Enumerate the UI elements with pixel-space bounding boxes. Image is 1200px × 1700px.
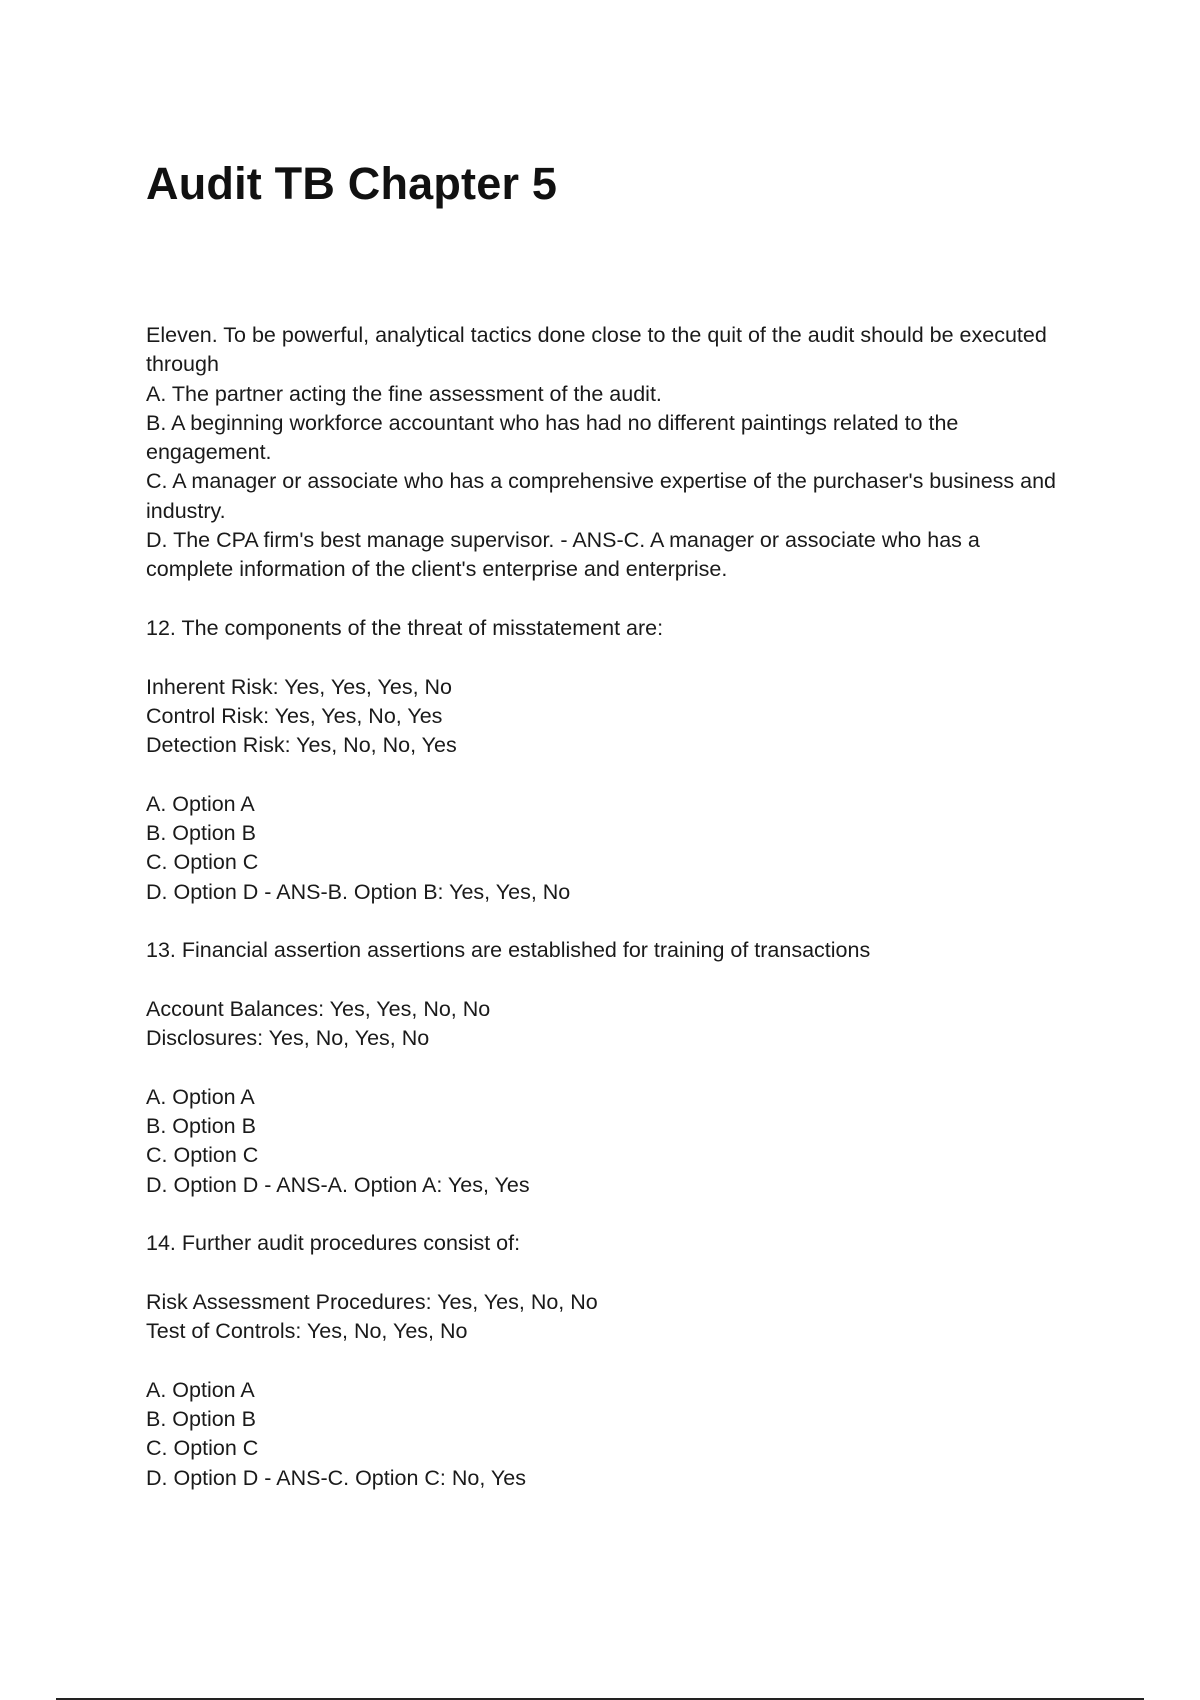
table-row: Inherent Risk: Yes, Yes, Yes, No xyxy=(146,674,452,699)
answer-option-with-key: D. Option D - ANS-C. Option C: No, Yes xyxy=(146,1465,526,1490)
spacer xyxy=(146,966,1061,995)
answer-option: B. Option B xyxy=(146,1114,256,1139)
answer-option: C. Option C xyxy=(146,1436,259,1461)
spacer xyxy=(146,585,1061,614)
question-11 xyxy=(146,321,1061,585)
answer-option: C. Option C xyxy=(146,850,259,875)
table-row: Risk Assessment Procedures: Yes, Yes, No, No xyxy=(146,1289,598,1314)
answer-option: A. Option A xyxy=(146,1084,255,1109)
question-13 xyxy=(146,936,1061,1200)
question-12 xyxy=(146,614,1061,907)
question-stem: Eleven. To be powerful, analytical tactics done close to the quit of the audit should be executed through xyxy=(146,323,1047,377)
document-body xyxy=(146,321,1061,1493)
question-stem: 13. Financial assertion assertions are established for training of transactions xyxy=(146,938,871,963)
question-14 xyxy=(146,1229,1061,1493)
spacer xyxy=(146,1259,1061,1288)
question-stem: 12. The components of the threat of misstatement are: xyxy=(146,615,664,640)
table-row: Control Risk: Yes, Yes, No, Yes xyxy=(146,703,443,728)
spacer xyxy=(146,907,1061,936)
spacer xyxy=(146,1053,1061,1082)
page-title: Audit TB Chapter 5 xyxy=(146,158,558,209)
answer-option: A. The partner acting the fine assessment of the audit. xyxy=(146,381,662,406)
answer-option: C. A manager or associate who has a comprehensive expertise of the purchaser's business and industry. xyxy=(146,469,1057,523)
answer-option: B. Option B xyxy=(146,1406,256,1431)
question-stem: 14. Further audit procedures consist of: xyxy=(146,1231,521,1256)
answer-option-with-key: D. Option D - ANS-B. Option B: Yes, Yes, No xyxy=(146,879,571,904)
spacer xyxy=(146,760,1061,789)
answer-option: C. Option C xyxy=(146,1143,259,1168)
table-row: Test of Controls: Yes, No, Yes, No xyxy=(146,1319,468,1344)
table-row: Detection Risk: Yes, No, No, Yes xyxy=(146,733,457,758)
spacer xyxy=(146,1200,1061,1229)
spacer xyxy=(146,1346,1061,1375)
table-row: Disclosures: Yes, No, Yes, No xyxy=(146,1026,430,1051)
answer-option-with-key: D. The CPA firm's best manage supervisor. - ANS-C. A manager or associate who has a complete information of the client's enterprise and enterprise. xyxy=(146,528,980,582)
table-row: Account Balances: Yes, Yes, No, No xyxy=(146,996,491,1021)
answer-option: B. A beginning workforce accountant who has had no different paintings related to the engagement. xyxy=(146,410,959,465)
answer-option-with-key: D. Option D - ANS-A. Option A: Yes, Yes xyxy=(146,1172,530,1197)
answer-option: B. Option B xyxy=(146,821,256,846)
answer-option: A. Option A xyxy=(146,791,255,816)
answer-option: A. Option A xyxy=(146,1377,255,1402)
spacer xyxy=(146,643,1061,672)
